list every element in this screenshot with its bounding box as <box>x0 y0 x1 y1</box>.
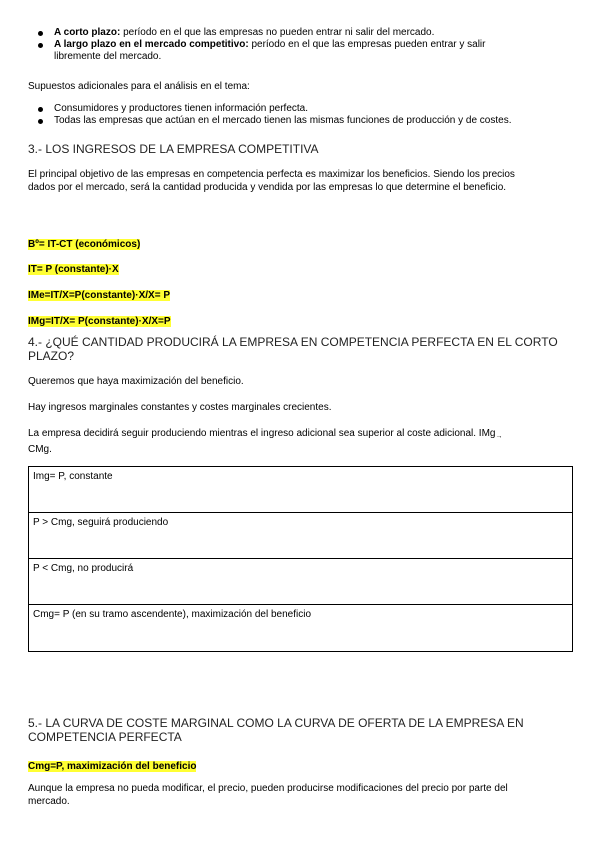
bullet-icon <box>38 107 43 112</box>
table-row <box>29 467 572 513</box>
term-label: A corto plazo: <box>54 27 121 38</box>
formula-highlight: IMg=IT/X= P(constante)·X/X=P <box>28 316 171 327</box>
table-cell-text: Cmg= P (en su tramo ascendente), maximización del beneficio <box>33 609 312 620</box>
paragraph-line: mercado. <box>28 796 70 807</box>
paragraph-line: CMg. <box>28 444 52 455</box>
bullet-icon <box>38 119 43 124</box>
bullet-icon <box>38 43 43 48</box>
conditions-table <box>28 466 573 652</box>
term-definition: período en el que las empresas pueden entrar y salir <box>248 39 486 50</box>
table-row <box>29 513 572 559</box>
formula-be <box>28 234 140 252</box>
section-5-highlight <box>28 756 196 774</box>
section-5-heading <box>28 716 588 744</box>
section-4-heading <box>28 335 588 363</box>
term-label: A largo plazo en el mercado competitivo: <box>54 39 249 50</box>
top-bullet-list <box>28 27 578 63</box>
table-cell-text: Img= P, constante <box>33 471 113 482</box>
paragraph-line: El principal objetivo de las empresas en competencia perfecta es maximizar los beneficios. Siendo los precios <box>28 169 515 180</box>
formula-highlight: IT= P (constante)·X <box>28 264 119 275</box>
section-5-paragraph <box>28 782 588 808</box>
section-4-p3 <box>28 427 588 456</box>
table-cell-text: P > Cmg, seguirá produciendo <box>33 517 169 528</box>
section-3-paragraph <box>28 168 588 194</box>
term-definition: período en el que las empresas no pueden entrar ni salir del mercado. <box>120 27 435 38</box>
section-4-p1: Queremos que haya maximización del beneficio. <box>28 376 244 387</box>
section-3-heading: 3.- LOS INGRESOS DE LA EMPRESA COMPETITIVA <box>28 142 319 156</box>
heading-line: 4.- ¿QUÉ CANTIDAD PRODUCIRÁ LA EMPRESA EN COMPETENCIA PERFECTA EN EL CORTO <box>28 335 558 349</box>
formula-ime <box>28 285 170 303</box>
heading-line: 5.- LA CURVA DE COSTE MARGINAL COMO LA CURVA DE OFERTA DE LA EMPRESA EN <box>28 716 524 730</box>
heading-line: COMPETENCIA PERFECTA <box>28 730 182 744</box>
list-item-text: Todas las empresas que actúan en el mercado tienen las mismas funciones de producción y de costes. <box>54 115 512 126</box>
paragraph-line: La empresa decidirá seguir produciendo mientras el ingreso adicional sea superior al coste adicional. IMg <box>28 428 496 439</box>
list-item <box>28 115 588 127</box>
list-item-text: Consumidores y productores tienen información perfecta. <box>54 103 309 114</box>
list-item <box>28 103 588 115</box>
formula-highlight: Cmg=P, maximización del beneficio <box>28 761 197 772</box>
paragraph-line: dados por el mercado, será la cantidad producida y vendida por las empresas lo que determine el beneficio. <box>28 182 507 193</box>
table-row <box>29 605 572 651</box>
paragraph-line: Aunque la empresa no pueda modificar, el precio, pueden producirse modificaciones del precio por parte del <box>28 783 508 794</box>
supuestos-intro: Supuestos adicionales para el análisis en el tema: <box>28 81 250 92</box>
table-cell-text: P < Cmg, no producirá <box>33 563 134 574</box>
formula-it <box>28 259 119 277</box>
term-definition-continued: libremente del mercado. <box>54 51 162 62</box>
formula-img <box>28 311 171 329</box>
supuestos-list <box>28 103 588 127</box>
section-4-p2: Hay ingresos marginales constantes y costes marginales crecientes. <box>28 402 332 413</box>
list-item <box>28 39 578 63</box>
arrow-icon: → <box>495 433 503 440</box>
heading-line: PLAZO? <box>28 349 75 363</box>
formula-highlight: Bº= IT-CT (económicos) <box>28 239 141 250</box>
table-row <box>29 559 572 605</box>
list-item <box>28 27 578 39</box>
bullet-icon <box>38 31 43 36</box>
formula-highlight: IMe=IT/X=P(constante)·X/X= P <box>28 290 170 301</box>
